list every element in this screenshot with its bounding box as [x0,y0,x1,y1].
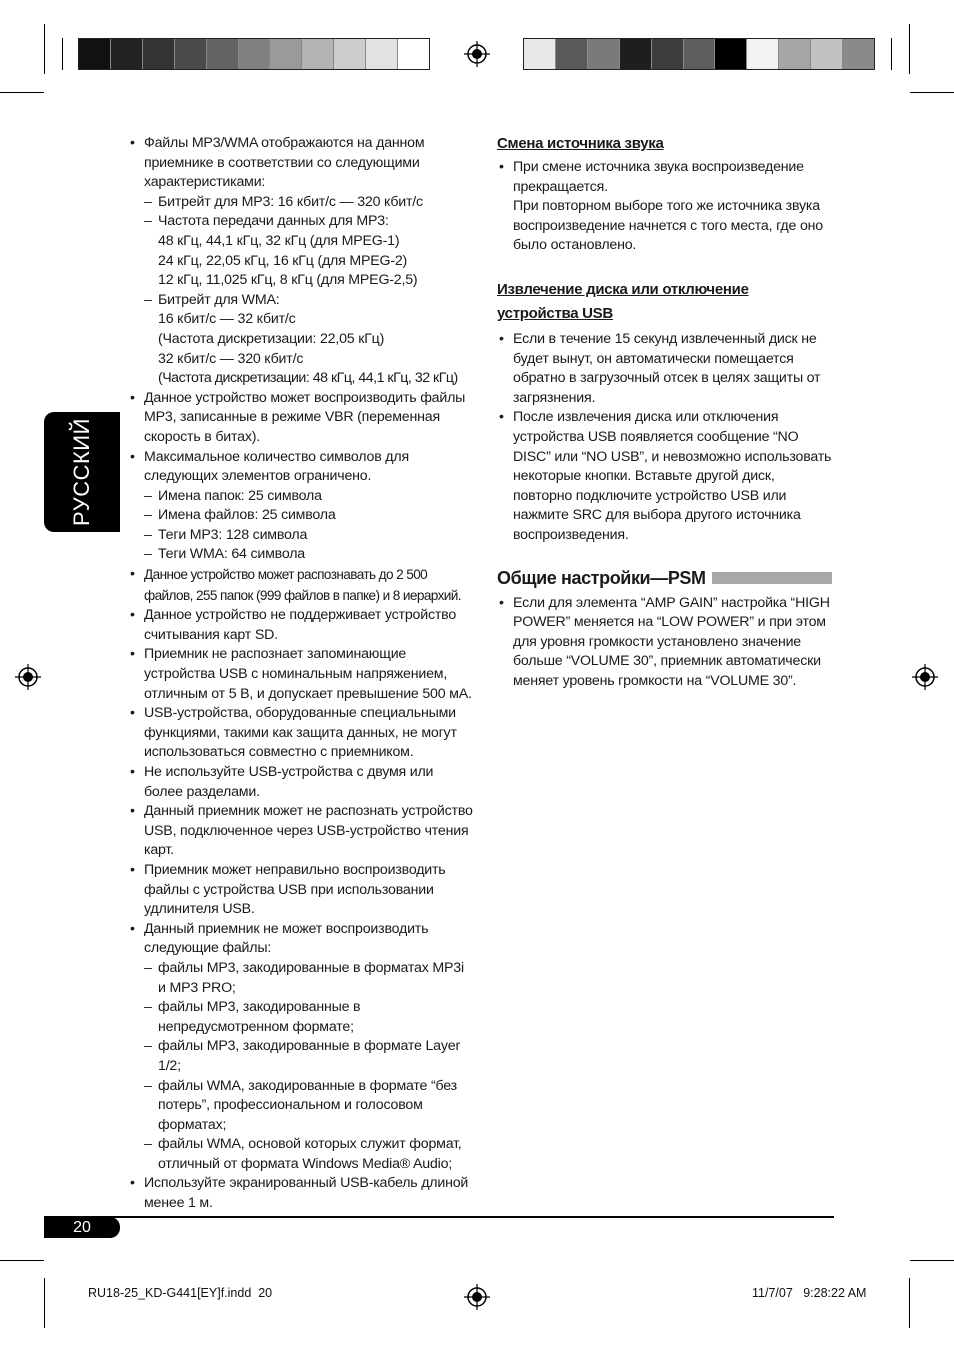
color-swatch [843,39,874,69]
registration-mark-icon [464,1284,490,1310]
section-heading-text: Общие настройки—PSM [497,567,706,588]
crop-mark [44,24,45,74]
footer-file-name: RU18-25_KD-G441[EY]f.indd [88,1286,252,1300]
sub-list-text: (Частота дискретизации: 22,05 кГц) [158,330,385,347]
section-heading-general-settings [497,566,837,590]
crop-mark [909,1278,910,1328]
crop-mark [44,1278,45,1328]
footer-timestamp [752,1286,866,1300]
color-swatch [398,39,429,69]
sub-list-text: – Битрейт для WMA: [158,291,280,308]
list-item-text: Данный приемник может не распознать устройство USB, подключенное через USB-устройство чтения карт. [144,803,473,859]
section-heading-line: Извлечение диска или отключение [497,280,749,298]
sub-list-item [144,526,473,546]
sub-list-item [144,998,473,1037]
sub-list-item [144,1037,473,1076]
color-swatch [239,39,271,69]
sub-list-item [144,487,473,507]
list-item-text: Не используйте USB-устройства с двумя или более разделами. [144,764,434,800]
crop-mark [910,1260,954,1261]
sub-list-item [144,545,473,565]
list-item [128,920,473,1175]
sub-list-item [144,506,473,526]
crop-mark [891,38,892,70]
crop-mark [0,92,44,93]
list-item [128,389,473,448]
sub-list-text: Теги MP3: 128 символа [158,526,308,543]
list-item [128,802,473,861]
color-swatch [334,39,366,69]
list-item-text: Если для элемента “AMP GAIN” настройка “HIGH POWER” меняется на “LOW POWER” и при этом для уровня громкости установлено значение больше “VOLUME 30”, приемник автоматически меняет уровень громкости на “VOLUME 30”. [513,594,830,689]
language-tab-label: РУССКИЙ [69,418,94,526]
list-item-text: Приемник не распознает запоминающие устройства USB с номинальным напряжением, отличным от 5 В, и допускает превышение 500 мА. [144,646,472,702]
list-item-text: При повторном выборе того же источника звука воспроизведение начнется с того места, где оно было остановлено. [513,198,823,254]
footer-rule [44,1216,834,1218]
footer-time: 9:28:22 AM [803,1286,867,1300]
sub-list-item [144,291,473,389]
color-swatch [652,39,684,69]
sub-list-text: 16 кбит/с — 32 кбит/с [158,311,296,328]
footer-date: 11/7/07 [752,1286,793,1300]
list-item [497,594,837,692]
registration-mark-icon [912,664,938,690]
section-heading-line: устройства USB [497,304,613,322]
footer-file-info [88,1286,272,1300]
crop-mark [62,38,63,70]
right-column [497,132,837,691]
list-item-text: Если в течение 15 секунд извлеченный диск не будет вынут, он автоматически помещается обратно в загрузочный отсек в целях защиты от загрязнения. [513,330,821,406]
color-swatch [556,39,588,69]
sub-list-text: Теги WMA: 64 символа [158,546,305,563]
section-heading-source-change: Смена источника звука [497,135,664,152]
sub-list-text: файлы WMA, закодированные в формате “без потерь”, профессиональном и голосовом форматах; [158,1077,457,1133]
sub-list-text: – Частота передачи данных для MP3: [158,213,389,230]
sub-list-text: файлы WMA, основой которых служит формат, отличный от формата Windows Media® Audio; [158,1136,462,1172]
sub-list-text: файлы MP3, закодированные в непредусмотренном формате; [158,999,361,1035]
color-swatch [175,39,207,69]
color-swatch [79,39,111,69]
sub-list-text: 32 кбит/с — 320 кбит/с [158,350,304,367]
color-swatch [270,39,302,69]
list-item [497,408,837,545]
sub-list-item [144,193,473,213]
color-swatch [143,39,175,69]
color-swatch [302,39,334,69]
list-item-text: Приемник может неправильно воспроизводить файлы с устройства USB при использовании удлинителя USB. [144,861,446,918]
sub-list-text: файлы MP3, закодированные в форматах MP3i и MP3 PRO; [158,959,464,996]
color-swatch [811,39,843,69]
sub-list-item [144,959,473,998]
registration-mark-icon [464,41,490,67]
registration-mark-icon [15,664,41,690]
sub-list-text: Имена папок: 25 символа [158,487,322,504]
crop-mark [909,24,910,74]
list-item [128,861,473,920]
sub-list-item [144,1135,473,1174]
list-item [128,763,473,802]
color-swatch [747,39,779,69]
color-swatch [684,39,716,69]
color-swatch [588,39,620,69]
language-tab [44,412,120,532]
list-item-text: Используйте экранированный USB-кабель длиной менее 1 м. [144,1175,469,1212]
sub-list-text: 12 кГц, 11,025 кГц, 8 кГц (для MPEG-2,5) [158,272,418,289]
list-item [128,645,473,704]
sub-list-text: – Битрейт для MP3: 16 кбит/с — 320 кбит/с [158,193,423,210]
list-item [128,565,473,606]
color-swatch [366,39,398,69]
list-item [497,158,837,256]
list-item [128,606,473,645]
list-item-text: После извлечения диска или отключения устройства USB появляется сообщение “NO DISC” или “NO USB”, и невозможно использовать некоторые кнопки. Вставьте другой диск, повторно подключите устройство USB или нажмите SRC для выбора другого источника воспроизведения. [513,409,832,543]
sub-list-text: файлы MP3, закодированные в формате Layer 1/2; [158,1038,460,1074]
color-calibration-bar-left [78,38,430,70]
color-swatch [620,39,652,69]
list-item-text: Данное устройство не поддерживает устройство считывания карт SD. [144,607,457,643]
sub-list-item [144,1077,473,1136]
sub-list-text: 24 кГц, 22,05 кГц, 16 кГц (для MPEG-2) [158,252,408,269]
section-heading-eject [497,278,837,326]
list-item [497,330,837,408]
color-swatch [715,39,747,69]
list-item-text: Максимальное количество символов для следующих элементов ограничено. [144,448,409,485]
list-item-text: USB-устройства, оборудованные специальными функциями, такими как защита данных, не могут использоваться совместно с приемником. [144,705,457,761]
sub-list-text: 48 кГц, 44,1 кГц, 32 кГц (для MPEG-1) [158,232,400,249]
color-swatch [524,39,556,69]
color-swatch [779,39,811,69]
list-item [128,1174,473,1213]
sub-list-item [144,212,473,290]
sub-list-text: Имена файлов: 25 символа [158,507,336,524]
list-item [128,704,473,763]
crop-mark [910,92,954,93]
list-item [128,134,473,389]
list-item [128,448,473,566]
color-swatch [207,39,239,69]
list-item-text: Данное устройство может распознавать до 2 500 файлов, 255 папок (999 файлов в папке) и 8 иерархий. [144,567,461,603]
list-item-text: Данный приемник не может воспроизводить следующие файлы: [144,920,429,957]
list-item-text: Данное устройство может воспроизводить файлы MP3, записанные в режиме VBR (переменная скорость в битах). [144,389,466,445]
heading-rule [712,572,832,584]
left-column [128,134,473,1214]
footer-page: 20 [258,1286,273,1300]
list-item-text: • При смене источника звука воспроизведение прекращается. [513,159,804,195]
sub-list-text: (Частота дискретизации: 48 кГц, 44,1 кГц, 32 кГц) [158,370,458,387]
crop-mark [0,1260,44,1261]
list-item-text: Файлы MP3/WMA отображаются на данном приемнике в соответствии со следующими характеристиками: [144,135,425,191]
color-swatch [111,39,143,69]
color-calibration-bar-right [523,38,875,70]
page-number: 20 [44,1217,120,1238]
